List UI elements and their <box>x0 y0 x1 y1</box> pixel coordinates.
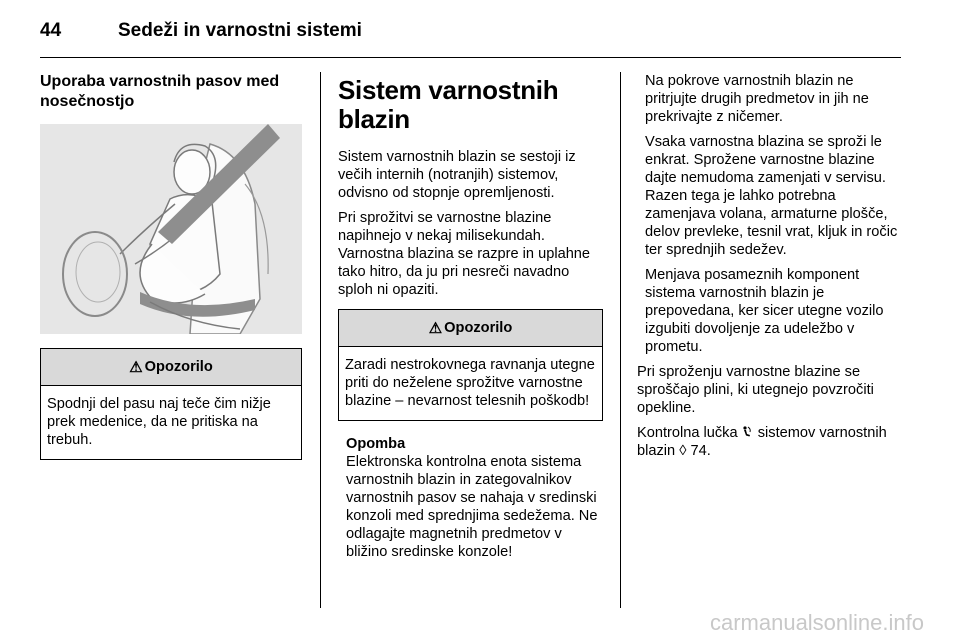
note-title: Opomba <box>346 436 406 452</box>
warning-header <box>41 349 301 386</box>
warning-triangle-icon: ⚠ <box>129 359 143 376</box>
page-header <box>40 20 900 60</box>
paragraph-airbag-once: Vsaka varnostna blazina se sproži le enkrat. Sprožene varnostne blazine dajte nemudoma zamenjati v servisu. Razen tega je lahko potrebna zamenjava volana, armaturne plošče, delov prevleke, tesnil vrat, kljuk in ročic ter sprednjih sedežev. <box>645 134 898 258</box>
section-heading-airbag-system: Sistem varnostnih blazin <box>338 75 559 134</box>
paragraph-control-lamp <box>637 424 903 460</box>
paragraph-airbag-intro: Sistem varnostnih blazin se sestoji iz večih internih (notranjih) sistemov, odvisno od stopnje opremljenosti. <box>338 149 576 201</box>
watermark: carmanualsonline.info <box>709 610 924 635</box>
pregnant-woman-seatbelt-illustration <box>40 124 302 334</box>
column-2 <box>338 72 603 561</box>
warning-box-improper-handling <box>338 309 603 421</box>
page-reference-arrow-icon: ◊ <box>679 443 687 459</box>
control-lamp-text-2: sistemov varnostnih blazin <box>637 425 887 459</box>
control-lamp-text: Kontrolna lučka <box>637 425 738 441</box>
warning-label: Opozorilo <box>444 320 513 336</box>
column-3 <box>637 72 903 467</box>
header-divider <box>40 57 901 58</box>
column-divider-2 <box>620 72 621 608</box>
warning-header <box>339 310 602 347</box>
paragraph-airbag-covers: Na pokrove varnostnih blazin ne pritrjujte drugih predmetov in jih ne prekrivajte z ničemer. <box>645 73 869 125</box>
page-title: Sedeži in varnostni sistemi <box>118 20 362 41</box>
column-1 <box>40 72 302 460</box>
note-text: Elektronska kontrolna enota sistema varnostnih blazin in zategovalnikov varnostnih pasov se nahaja v sredinski konzoli med sprednjima sedežema. Ne odlagajte magnetnih predmetov v bližino sredinske konzole! <box>346 454 598 560</box>
airbag-warning-lamp-icon <box>742 424 754 442</box>
warning-triangle-icon: ⚠ <box>428 320 443 337</box>
warning-box-lap-belt <box>40 348 302 460</box>
paragraph-component-change: Menjava posameznih komponent sistema varnostnih blazin je prepovedana, ker sicer utegne vozilo izgubiti dovoljenje za udeležbo v prometu. <box>645 267 884 355</box>
warning-label: Opozorilo <box>144 359 213 375</box>
paragraph-airbag-deploy: Pri sprožitvi se varnostne blazine napihnejo v nekaj milisekundah. Varnostna blazina se razpre in uplahne tako hitro, da ju pri nesreči navadno sploh ni opaziti. <box>338 210 591 298</box>
note-block <box>346 435 603 561</box>
warning-text: Spodnji del pasu naj teče čim nižje prek medenice, da ne pritiska na trebuh. <box>47 396 271 448</box>
paragraph-gases: Pri sproženju varnostne blazine se sproščajo plini, ki utegnejo povzročiti opekline. <box>637 364 874 416</box>
section-heading-pregnancy: Uporaba varnostnih pasov med nosečnostjo <box>40 73 280 110</box>
page-number: 44 <box>40 20 62 41</box>
page-reference: 74. <box>690 443 711 459</box>
warning-text: Zaradi nestrokovnega ravnanja utegne priti do neželene sprožitve varnostne blazine – nevarnost telesnih poškodb! <box>345 357 595 409</box>
column-divider-1 <box>320 72 321 608</box>
